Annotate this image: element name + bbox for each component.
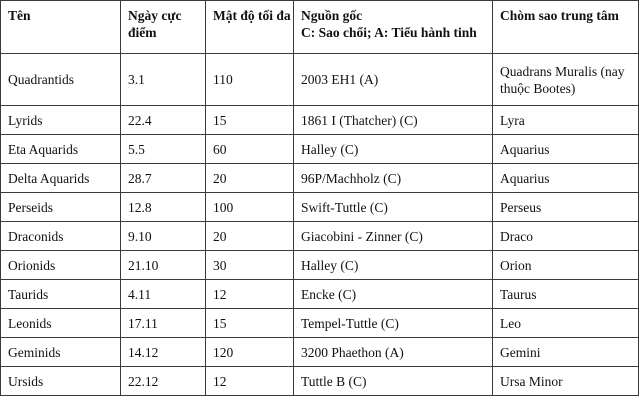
table-row	[1, 193, 639, 222]
cell-max-rate: 100	[206, 193, 294, 222]
cell-constellation: Leo	[493, 309, 639, 338]
cell-peak-date: 12.8	[121, 193, 206, 222]
cell-constellation: Aquarius	[493, 164, 639, 193]
header-origin: Nguồn gốc C: Sao chổi; A: Tiểu hành tinh	[294, 1, 493, 54]
table-row	[1, 222, 639, 251]
table-row	[1, 338, 639, 367]
cell-peak-date: 22.4	[121, 106, 206, 135]
cell-name: Draconids	[1, 222, 121, 251]
cell-constellation: Taurus	[493, 280, 639, 309]
cell-max-rate: 15	[206, 309, 294, 338]
cell-max-rate: 60	[206, 135, 294, 164]
cell-origin: Halley (C)	[294, 251, 493, 280]
cell-name: Lyrids	[1, 106, 121, 135]
cell-origin: Giacobini - Zinner (C)	[294, 222, 493, 251]
cell-name: Delta Aquarids	[1, 164, 121, 193]
table-row	[1, 309, 639, 338]
header-max-rate: Mật độ tối đa	[206, 1, 294, 54]
cell-name: Orionids	[1, 251, 121, 280]
cell-peak-date: 3.1	[121, 54, 206, 106]
cell-constellation: Gemini	[493, 338, 639, 367]
cell-max-rate: 30	[206, 251, 294, 280]
cell-origin: Tuttle B (C)	[294, 367, 493, 396]
cell-peak-date: 4.11	[121, 280, 206, 309]
cell-name: Geminids	[1, 338, 121, 367]
cell-name: Taurids	[1, 280, 121, 309]
cell-max-rate: 12	[206, 280, 294, 309]
cell-max-rate: 15	[206, 106, 294, 135]
cell-max-rate: 120	[206, 338, 294, 367]
table-row	[1, 367, 639, 396]
table-row	[1, 251, 639, 280]
cell-constellation: Ursa Minor	[493, 367, 639, 396]
cell-name: Ursids	[1, 367, 121, 396]
cell-name: Quadrantids	[1, 54, 121, 106]
cell-origin: 3200 Phaethon (A)	[294, 338, 493, 367]
cell-constellation: Perseus	[493, 193, 639, 222]
cell-origin: 96P/Machholz (C)	[294, 164, 493, 193]
cell-constellation: Lyra	[493, 106, 639, 135]
table-row	[1, 54, 639, 106]
cell-peak-date: 9.10	[121, 222, 206, 251]
cell-max-rate: 20	[206, 164, 294, 193]
table-row	[1, 135, 639, 164]
cell-peak-date: 17.11	[121, 309, 206, 338]
cell-peak-date: 22.12	[121, 367, 206, 396]
table-row	[1, 164, 639, 193]
cell-constellation: Draco	[493, 222, 639, 251]
cell-origin: 2003 EH1 (A)	[294, 54, 493, 106]
cell-max-rate: 110	[206, 54, 294, 106]
cell-origin: Swift-Tuttle (C)	[294, 193, 493, 222]
cell-peak-date: 5.5	[121, 135, 206, 164]
header-name: Tên	[1, 1, 121, 54]
cell-origin: Halley (C)	[294, 135, 493, 164]
cell-max-rate: 12	[206, 367, 294, 396]
header-peak-date: Ngày cực điểm	[121, 1, 206, 54]
cell-peak-date: 14.12	[121, 338, 206, 367]
cell-peak-date: 21.10	[121, 251, 206, 280]
cell-max-rate: 20	[206, 222, 294, 251]
cell-peak-date: 28.7	[121, 164, 206, 193]
cell-origin: 1861 I (Thatcher) (C)	[294, 106, 493, 135]
header-radiant-constellation: Chòm sao trung tâm	[493, 1, 639, 54]
cell-constellation: Orion	[493, 251, 639, 280]
cell-name: Perseids	[1, 193, 121, 222]
cell-origin: Encke (C)	[294, 280, 493, 309]
cell-constellation: Aquarius	[493, 135, 639, 164]
cell-constellation: Quadrans Muralis (nay thuộc Bootes)	[493, 54, 639, 106]
cell-origin: Tempel-Tuttle (C)	[294, 309, 493, 338]
cell-name: Eta Aquarids	[1, 135, 121, 164]
cell-name: Leonids	[1, 309, 121, 338]
table-header-row	[1, 1, 639, 54]
table-row	[1, 280, 639, 309]
table-row	[1, 106, 639, 135]
